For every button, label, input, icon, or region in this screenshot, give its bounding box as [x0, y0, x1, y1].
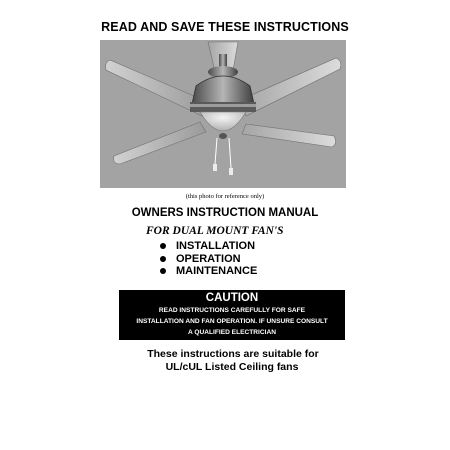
list-item-label: MAINTENANCE — [176, 265, 258, 277]
caution-line: READ INSTRUCTIONS CAREFULLY FOR SAFE — [158, 307, 306, 314]
caution-title: CAUTION — [205, 292, 259, 304]
bullet-icon — [160, 256, 166, 262]
manual-subtitle: FOR DUAL MOUNT FAN'S — [146, 225, 284, 237]
suitability-line: These instructions are suitable for — [147, 348, 319, 360]
list-item — [160, 265, 257, 278]
caution-line: A QUALIFIED ELECTRICIAN — [187, 329, 277, 336]
photo-caption: (this photo for reference only) — [185, 193, 265, 200]
caution-box — [119, 290, 345, 340]
ceiling-fan-photo — [100, 40, 346, 188]
caution-line: INSTALLATION AND FAN OPERATION. IF UNSURE CONSULT — [136, 318, 328, 325]
suitability-line: UL/cUL Listed Ceiling fans — [165, 361, 299, 373]
suitability-note — [0, 348, 450, 374]
ceiling-fan-illustration — [100, 40, 346, 188]
manual-title: OWNERS INSTRUCTION MANUAL — [131, 207, 319, 219]
list-item-label: INSTALLATION — [176, 240, 256, 252]
list-item-label: OPERATION — [176, 252, 241, 265]
list-item — [160, 253, 257, 266]
bullet-icon — [160, 243, 166, 249]
topic-list — [160, 240, 257, 278]
bullet-icon — [160, 268, 166, 274]
list-item — [160, 240, 257, 253]
header-title: READ AND SAVE THESE INSTRUCTIONS — [101, 20, 349, 34]
